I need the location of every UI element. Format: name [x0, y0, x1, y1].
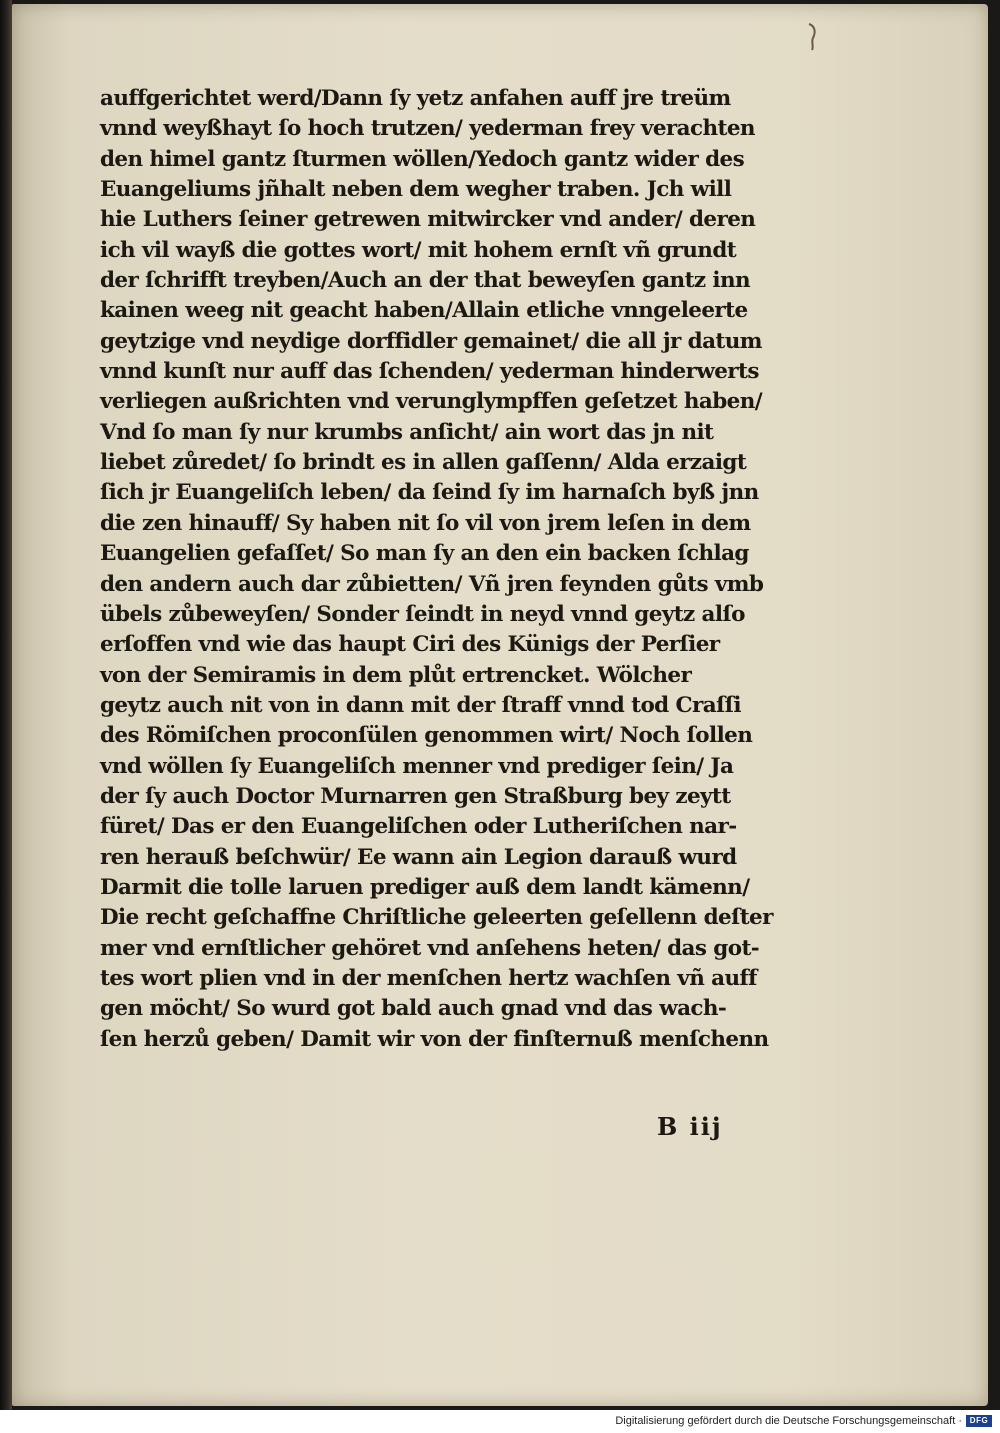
- funding-notice: Digitalisierung gefördert durch die Deutsche Forschungsgemeinschaft ·: [615, 1415, 962, 1427]
- book-spine-shadow: [0, 0, 12, 1410]
- text-line: vnnd weyßhayt ſo hoch trutzen/ yederman frey verachten: [100, 116, 755, 142]
- text-line: auffgerichtet werd/Dann ſy yetz anfahen auff jre treüm: [100, 86, 731, 111]
- text-line: gen möcht/ So wurd got bald auch gnad vnd das wach-: [100, 996, 727, 1022]
- text-line: Vnd ſo man ſy nur krumbs anſicht/ ain wort das jn nit: [100, 419, 714, 445]
- text-line: den himel gantz ſturmen wöllen/Yedoch gantz wider des: [100, 146, 745, 172]
- ink-mark-icon: [805, 22, 819, 52]
- text-line: von der Semiramis in dem plůt ertrencket. Wölcher: [100, 662, 692, 688]
- text-line: Darmit die tolle laruen prediger auß dem landt kämenn/: [100, 874, 750, 900]
- text-line: ich vil wayß die gottes wort/ mit hohem ernſt vñ grundt: [100, 237, 737, 263]
- text-line: den andern auch dar zůbietten/ Vñ jren feynden gůts vmb: [100, 571, 764, 597]
- text-line: erſoffen vnd wie das haupt Ciri des Künigs der Perſier: [100, 632, 720, 658]
- text-block: [100, 84, 790, 1055]
- text-line: ſich jr Euangeliſch leben/ da ſeind ſy im harnaſch byß jnn: [100, 480, 759, 506]
- text-line: liebet zůredet/ ſo brindt es in allen gaſſenn/ Alda erzaigt: [100, 450, 747, 476]
- text-line: der ſy auch Doctor Murnarren gen Straßburg bey zeytt: [100, 783, 731, 809]
- text-line: Euangeliums jñhalt neben dem wegher traben. Jch will: [100, 177, 732, 203]
- text-line: tes wort plien vnd in der menſchen hertz wachſen vñ auff: [100, 965, 757, 991]
- text-line: des Römiſchen proconſülen genommen wirt/ Noch ſollen: [100, 723, 753, 749]
- text-line: verliegen außrichten vnd verunglympffen geſetzet haben/: [100, 389, 762, 415]
- footer-bar: [0, 1410, 1000, 1433]
- text-line: die zen hinauff/ Sy haben nit ſo vil von jrem leſen in dem: [100, 510, 751, 536]
- text-line: ſen herzů geben/ Damit wir von der finſternuß menſchenn: [100, 1026, 769, 1052]
- text-line: hie Luthers ſeiner getrewen mitwircker vnd ander/ deren: [100, 207, 756, 233]
- text-line: Euangelien gefaſſet/ So man ſy an den ein backen ſchlag: [100, 541, 749, 567]
- text-line: kainen weeg nit geacht haben/Allain etliche vnngeleerte: [100, 298, 748, 324]
- text-line: geytz auch nit von in dann mit der ſtraff vnnd tod Craſſi: [100, 692, 741, 718]
- text-line: der ſchrifft treyben/Auch an der that beweyſen gantz inn: [100, 268, 751, 294]
- text-line: übels zůbeweyſen/ Sonder ſeindt in neyd vnnd geytz alſo: [100, 601, 745, 627]
- text-line: ren herauß beſchwür/ Ee wann ain Legion darauß wurd: [100, 844, 737, 870]
- dfg-logo-icon: DFG: [966, 1415, 992, 1427]
- text-line: mer vnd ernſtlicher gehöret vnd anſehens heten/ das got-: [100, 935, 760, 961]
- signature-mark: B iij: [657, 1112, 723, 1141]
- text-line: füret/ Das er den Euangeliſchen oder Lutheriſchen nar-: [100, 814, 737, 840]
- text-line: vnd wöllen ſy Euangeliſch menner vnd prediger ſein/ Ja: [100, 753, 734, 779]
- text-line: vnnd kunſt nur auff das ſchenden/ yederman hinderwerts: [100, 359, 759, 385]
- paper-page: [12, 4, 988, 1406]
- text-line: geytzige vnd neydige dorffidler gemainet/ die all jr datum: [100, 328, 762, 354]
- text-line: Die recht geſchaffne Chriſtliche geleerten geſellenn deſter: [100, 905, 773, 931]
